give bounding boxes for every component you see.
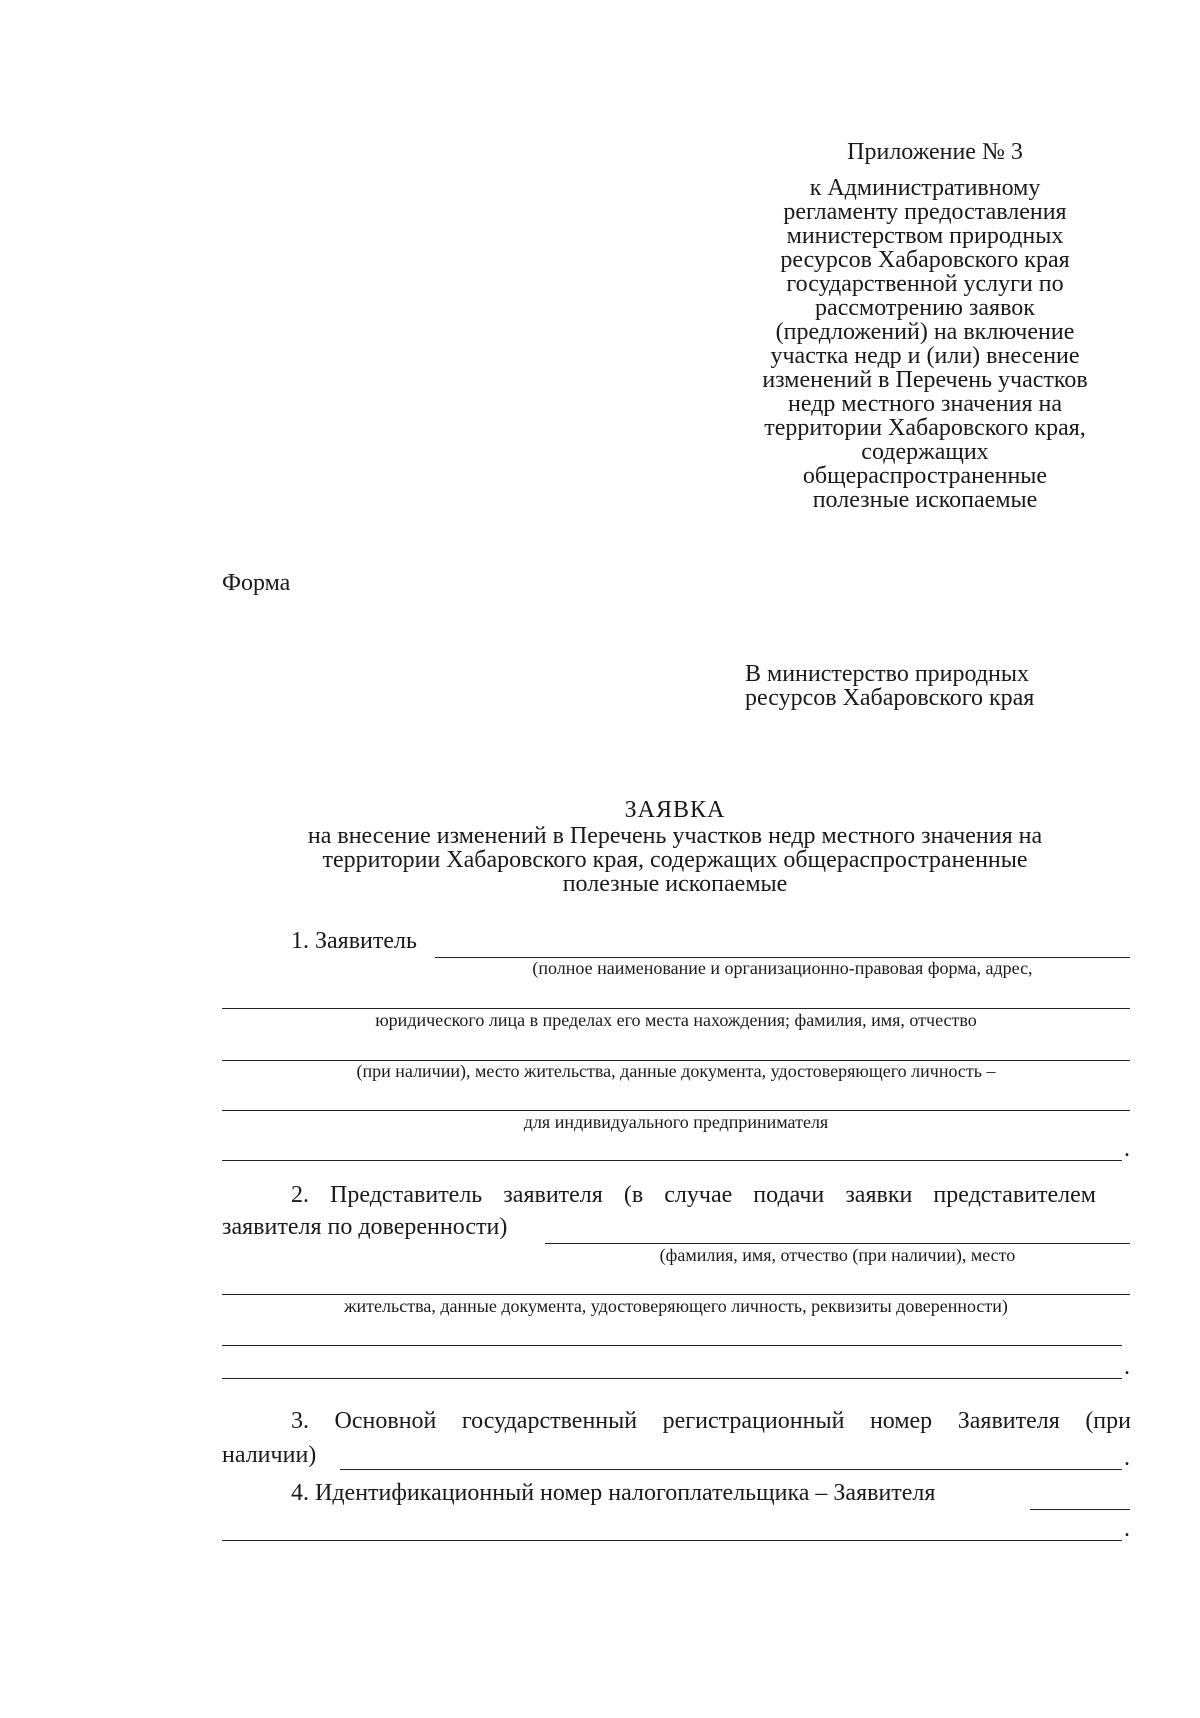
applicant-field-line-5[interactable] [222, 1160, 1122, 1161]
ogrn-field-line[interactable] [340, 1469, 1122, 1470]
inn-field-line[interactable] [1030, 1509, 1130, 1510]
appendix-line: территории Хабаровского края, [764, 415, 1086, 441]
appendix-line: недр местного значения на [787, 391, 1063, 417]
representative-field-line-2[interactable] [222, 1294, 1130, 1295]
appendix-line: рассмотрению заявок [815, 295, 1035, 321]
representative-label-cont: заявителя по доверенности) [222, 1214, 508, 1240]
ogrn-label: 3. Основной государственный регистрационный номер Заявителя (при [291, 1408, 1131, 1434]
representative-label: 2. Представитель заявителя (в случае подачи заявки представителем [291, 1182, 1096, 1208]
applicant-caption: для индивидуального предпринимателя [523, 1112, 829, 1132]
applicant-field-line-4[interactable] [222, 1110, 1130, 1111]
appendix-block [735, 140, 1115, 512]
appendix-line: содержащих [861, 439, 989, 465]
appendix-text [735, 176, 1115, 512]
appendix-line: полезные ископаемые [812, 487, 1038, 513]
applicant-caption: юридического лица в пределах его места нахождения; фамилия, имя, отчество [375, 1010, 977, 1030]
appendix-line: участка недр и (или) внесение [770, 343, 1080, 369]
appendix-heading: Приложение № 3 [847, 139, 1023, 165]
document-title-block [180, 798, 1170, 896]
applicant-caption: (полное наименование и организационно-правовая форма, адрес, [532, 958, 1033, 978]
appendix-line: регламенту предоставления [783, 199, 1067, 225]
representative-field-line-4[interactable] [222, 1378, 1122, 1379]
end-mark: . [1124, 1516, 1130, 1542]
addressee-line: ресурсов Хабаровского края [745, 685, 1035, 711]
addressee-line: В министерство природных [745, 661, 1030, 687]
applicant-caption: (при наличии), место жительства, данные документа, удостоверяющего личность – [356, 1061, 996, 1081]
appendix-line: к Административному [809, 175, 1041, 201]
appendix-line: ресурсов Хабаровского края [780, 247, 1070, 273]
representative-field-line[interactable] [545, 1243, 1130, 1244]
document-title: ЗАЯВКА [624, 797, 726, 823]
end-mark: . [1124, 1136, 1130, 1162]
end-mark: . [1124, 1354, 1130, 1380]
appendix-line: (предложений) на включение [775, 319, 1075, 345]
applicant-label: 1. Заявитель [291, 928, 417, 954]
inn-field-line-2[interactable] [222, 1540, 1122, 1541]
appendix-line: государственной услуги по [786, 271, 1064, 297]
appendix-line: министерством природных [786, 223, 1064, 249]
form-label: Форма [222, 570, 291, 596]
applicant-field-line-2[interactable] [222, 1008, 1130, 1009]
subtitle-line: на внесение изменений в Перечень участков недр местного значения на [307, 823, 1043, 849]
appendix-line: общераспространенные [802, 463, 1048, 489]
ogrn-label-cont: наличии) [222, 1442, 317, 1468]
inn-label: 4. Идентификационный номер налогоплательщика – Заявителя [291, 1480, 936, 1506]
representative-caption: жительства, данные документа, удостоверяющего личность, реквизиты доверенности) [344, 1296, 1008, 1316]
representative-field-line-3[interactable] [222, 1345, 1122, 1346]
addressee-block [745, 662, 1034, 710]
subtitle-line: территории Хабаровского края, содержащих общераспространенные [322, 847, 1028, 873]
subtitle-line: полезные ископаемые [562, 871, 788, 897]
document-subtitle [180, 824, 1170, 896]
representative-caption: (фамилия, имя, отчество (при наличии), место [659, 1245, 1016, 1265]
end-mark: . [1124, 1445, 1130, 1471]
appendix-line: изменений в Перечень участков [762, 367, 1088, 393]
